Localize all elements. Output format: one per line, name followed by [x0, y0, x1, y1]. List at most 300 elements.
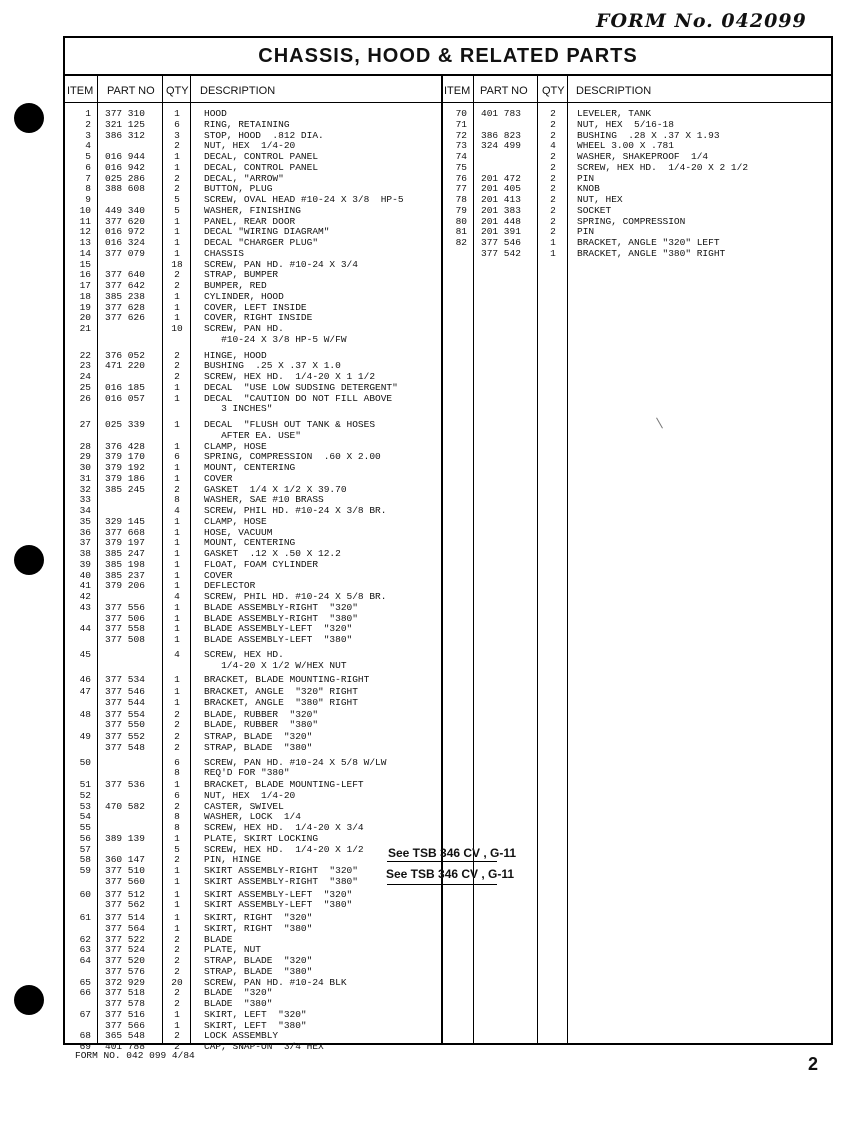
quantity: 1 [174, 151, 180, 162]
item-number: 11 [79, 215, 91, 227]
item-number: 25 [79, 381, 91, 393]
quantity: 3 [174, 129, 180, 141]
quantity: 2 [174, 800, 180, 812]
part-number: 389 139 [105, 832, 145, 844]
part-number: 377 546 [481, 237, 521, 248]
table-row [65, 473, 831, 484]
quantity: 1 [174, 601, 180, 613]
quantity: 8 [174, 822, 180, 833]
item-number: 23 [79, 360, 91, 372]
quantity: 8 [174, 494, 180, 506]
item-number: 73 [455, 140, 467, 152]
table-row [65, 779, 831, 790]
description: DECAL "WIRING DIAGRAM" [204, 226, 330, 238]
table-row [65, 130, 831, 141]
quantity: 2 [174, 360, 180, 372]
description: BUSHING .28 X .37 X 1.93 [577, 129, 720, 141]
tsb-note-left-skirts: See TSB 346 CV , G-11 [386, 867, 515, 881]
part-number: 377 558 [105, 623, 145, 635]
quantity: 4 [550, 140, 556, 152]
item-number: 81 [455, 226, 467, 238]
quantity: 5 [174, 843, 180, 855]
part-number: 377 576 [105, 965, 145, 977]
item-number: 65 [79, 976, 91, 988]
part-number: 201 391 [481, 226, 521, 238]
table-row [65, 559, 831, 570]
part-number: 377 536 [105, 779, 145, 790]
item-number: 9 [85, 194, 91, 205]
header-rule [65, 102, 831, 103]
table-row [65, 119, 831, 130]
part-number: 385 247 [105, 548, 145, 559]
description: WHEEL 3.00 X .781 [577, 140, 674, 152]
quantity: 2 [550, 129, 556, 141]
item-number: 48 [79, 708, 91, 720]
quantity: 1 [174, 623, 180, 635]
description: SCREW, HEX HD. 1/4-20 X 1/2 [204, 843, 364, 855]
description: GASKET 1/4 X 1/2 X 39.70 [204, 483, 347, 495]
quantity: 1 [174, 922, 180, 934]
item-number: 33 [79, 494, 91, 506]
quantity: 6 [174, 118, 180, 130]
header-item: ITEM [67, 85, 94, 97]
item-number: 76 [455, 172, 467, 184]
table-row [65, 811, 831, 822]
page-number: 2 [808, 1054, 819, 1074]
item-number: 32 [79, 483, 91, 495]
table-row [65, 719, 831, 730]
table-row [65, 269, 831, 280]
item-number: 27 [79, 419, 91, 430]
part-number: 016 972 [105, 226, 145, 238]
item-number: 53 [79, 800, 91, 812]
quantity: 1 [174, 696, 180, 708]
description: HOSE, VACUUM [204, 526, 273, 538]
description: SCREW, PHIL HD. #10-24 X 5/8 BR. [204, 591, 387, 602]
item-number: 12 [79, 226, 91, 238]
item-number: 19 [79, 301, 91, 313]
description: BRACKET, ANGLE "320" LEFT [577, 237, 720, 248]
quantity: 1 [174, 912, 180, 923]
description: SCREW, HEX HD. [204, 648, 284, 660]
description: WASHER, LOCK 1/4 [204, 811, 301, 823]
description: DECAL "CAUTION DO NOT FILL ABOVE [204, 392, 393, 404]
table-row [65, 494, 831, 505]
item-number: 62 [79, 933, 91, 945]
part-number: 377 550 [105, 719, 145, 731]
item-number: 42 [79, 591, 91, 602]
part-number: 201 448 [481, 215, 521, 227]
part-number: 377 546 [105, 686, 145, 697]
quantity: 1 [174, 215, 180, 227]
quantity: 1 [174, 612, 180, 624]
part-number: 385 237 [105, 569, 145, 581]
description: SCREW, PAN HD. #10-24 X 3/4 [204, 258, 358, 270]
table-row [65, 237, 831, 248]
table-row [65, 889, 831, 900]
table-row [65, 977, 831, 988]
part-number: 471 220 [105, 360, 145, 372]
description: BRACKET, ANGLE "380" RIGHT [577, 247, 726, 259]
item-number: 52 [79, 789, 91, 801]
item-number: 20 [79, 312, 91, 324]
part-number: 401 783 [481, 108, 521, 119]
part-number: 377 079 [105, 247, 145, 259]
part-number: 201 472 [481, 172, 521, 184]
table-row [65, 923, 831, 934]
quantity: 2 [550, 172, 556, 184]
table-row [65, 674, 831, 685]
table-row [65, 987, 831, 998]
part-number: 377 578 [105, 998, 145, 1009]
part-number: 377 518 [105, 987, 145, 999]
quantity: 1 [174, 108, 180, 119]
description: BUSHING .25 X .37 X 1.0 [204, 360, 341, 372]
description: MOUNT, CENTERING [204, 537, 296, 549]
item-number: 72 [455, 129, 467, 141]
description: STRAP, BLADE "380" [204, 741, 313, 753]
item-number: 71 [455, 118, 467, 130]
table-row [65, 393, 831, 404]
item-number: 40 [79, 569, 91, 581]
description: CASTER, SWIVEL [204, 800, 284, 812]
table-row [65, 591, 831, 602]
table-row [65, 767, 831, 778]
table-row [65, 151, 831, 162]
item-number: 14 [79, 247, 91, 259]
part-number: 377 626 [105, 312, 145, 324]
table-row [65, 934, 831, 945]
quantity: 1 [174, 558, 180, 570]
part-number: 385 238 [105, 290, 145, 302]
quantity: 1 [174, 301, 180, 313]
description: BRACKET, BLADE MOUNTING-LEFT [204, 779, 364, 790]
item-number: 56 [79, 832, 91, 844]
description: LOCK ASSEMBLY [204, 1030, 279, 1042]
table-row [65, 1009, 831, 1020]
item-number: 39 [79, 558, 91, 570]
item-number: 44 [79, 623, 91, 635]
description: SCREW, OVAL HEAD #10-24 X 3/8 HP-5 [204, 194, 404, 205]
item-number: 47 [79, 686, 91, 697]
item-number: 68 [79, 1030, 91, 1042]
part-number: 386 823 [481, 129, 521, 141]
item-number: 17 [79, 280, 91, 291]
description: AFTER EA. USE" [204, 429, 301, 441]
item-number: 36 [79, 526, 91, 538]
description: #10-24 X 3/8 HP-5 W/FW [204, 333, 347, 345]
item-number: 54 [79, 811, 91, 823]
quantity: 2 [174, 183, 180, 195]
part-number: 016 944 [105, 151, 145, 162]
description: COVER [204, 472, 233, 484]
table-row [65, 570, 831, 581]
description: BLADE ASSEMBLY-LEFT "320" [204, 623, 353, 635]
description: STRAP, BLADE "320" [204, 955, 313, 966]
quantity: 2 [550, 194, 556, 205]
quantity: 1 [174, 888, 180, 900]
table-row [65, 998, 831, 1009]
part-number: 388 608 [105, 183, 145, 195]
form-footer: FORM NO. 042 099 4/84 [75, 1050, 195, 1061]
description: BRACKET, BLADE MOUNTING-RIGHT [204, 674, 370, 686]
note-underline-1 [387, 861, 497, 862]
description: SCREW, HEX HD. 1/4-20 X 2 1/2 [577, 161, 749, 173]
item-number: 77 [455, 183, 467, 195]
description: PIN [577, 172, 595, 184]
description: BLADE [204, 933, 233, 945]
item-number: 58 [79, 854, 91, 866]
item-number: 60 [79, 888, 91, 900]
description: SCREW, PAN HD. #10-24 X 5/8 W/LW [204, 756, 387, 768]
description: DECAL "USE LOW SUDSING DETERGENT" [204, 381, 398, 393]
item-number: 37 [79, 537, 91, 549]
part-number: 025 339 [105, 419, 145, 430]
item-number: 78 [455, 194, 467, 205]
item-number: 31 [79, 472, 91, 484]
table-row [65, 623, 831, 634]
quantity: 2 [174, 1030, 180, 1042]
description: DEFLECTOR [204, 580, 256, 592]
punch-hole-top [14, 103, 44, 133]
table-row [65, 912, 831, 923]
part-number: 201 405 [481, 183, 521, 195]
quantity: 2 [550, 151, 556, 162]
quantity: 18 [171, 258, 183, 270]
quantity: 2 [174, 944, 180, 956]
description: CYLINDER, HOOD [204, 290, 284, 302]
table-row [65, 634, 831, 645]
table-row [65, 108, 831, 119]
part-number: 376 428 [105, 440, 145, 452]
description: NUT, HEX 1/4-20 [204, 789, 296, 801]
description: PLATE, NUT [204, 944, 262, 956]
description: FLOAT, FOAM CYLINDER [204, 558, 319, 570]
item-number: 35 [79, 515, 91, 527]
description: SKIRT, RIGHT "380" [204, 922, 313, 934]
quantity: 1 [174, 526, 180, 538]
parts-table-frame [63, 36, 833, 1052]
quantity: 1 [174, 472, 180, 484]
quantity: 2 [550, 215, 556, 227]
quantity: 1 [174, 686, 180, 697]
part-number: 377 512 [105, 888, 145, 900]
quantity: 2 [174, 269, 180, 281]
item-number: 63 [79, 944, 91, 956]
part-number: 201 383 [481, 204, 521, 216]
description: 3 INCHES" [204, 403, 273, 415]
item-number: 26 [79, 392, 91, 404]
item-number: 55 [79, 822, 91, 833]
part-number: 329 145 [105, 515, 145, 527]
item-number: 50 [79, 756, 91, 768]
part-number: 377 524 [105, 944, 145, 956]
quantity: 1 [550, 247, 556, 259]
part-number: 321 125 [105, 118, 145, 130]
quantity: 1 [550, 237, 556, 248]
header-qty-right: QTY [542, 85, 565, 97]
description: SCREW, PAN HD. [204, 323, 284, 334]
table-row [65, 580, 831, 591]
item-number: 22 [79, 349, 91, 361]
description: COVER [204, 569, 233, 581]
quantity: 1 [174, 237, 180, 248]
part-number: 379 192 [105, 462, 145, 473]
description: SKIRT ASSEMBLY-LEFT "320" [204, 888, 353, 900]
table-row [65, 801, 831, 812]
quantity: 1 [174, 290, 180, 302]
punch-hole-bottom [14, 985, 44, 1015]
part-number: 377 522 [105, 933, 145, 945]
item-number: 45 [79, 648, 91, 660]
description: DECAL, "ARROW" [204, 172, 284, 184]
quantity: 2 [174, 933, 180, 945]
description: GASKET .12 X .50 X 12.2 [204, 548, 341, 559]
part-number: 016 185 [105, 381, 145, 393]
part-number: 377 566 [105, 1019, 145, 1031]
item-number: 80 [455, 215, 467, 227]
description: SOCKET [577, 204, 612, 216]
table-row [65, 419, 831, 430]
table-row [65, 602, 831, 613]
table-row [65, 822, 831, 833]
part-number: 401 788 [105, 1041, 145, 1052]
item-number: 49 [79, 731, 91, 742]
description: PIN, HINGE [204, 854, 262, 866]
table-row [65, 430, 831, 441]
table-row [65, 966, 831, 977]
quantity: 2 [174, 349, 180, 361]
table-row [65, 833, 831, 844]
header-description: DESCRIPTION [200, 85, 276, 97]
item-number: 13 [79, 237, 91, 248]
description: PANEL, REAR DOOR [204, 215, 296, 227]
part-number: 377 642 [105, 280, 145, 291]
table-row [65, 183, 831, 194]
description: BUMPER, RED [204, 280, 267, 291]
quantity: 1 [174, 462, 180, 473]
description: CHASSIS [204, 247, 244, 259]
table-row [65, 649, 831, 660]
part-number: 377 514 [105, 912, 145, 923]
description: WASHER, FINISHING [204, 204, 301, 216]
quantity: 1 [174, 226, 180, 238]
item-number: 74 [455, 151, 467, 162]
quantity: 2 [174, 483, 180, 495]
description: RING, RETAINING [204, 118, 290, 130]
part-number: 377 560 [105, 875, 145, 887]
part-number: 376 052 [105, 349, 145, 361]
description: SKIRT ASSEMBLY-RIGHT "320" [204, 865, 358, 876]
item-number: 2 [85, 118, 91, 130]
description: PIN [577, 226, 595, 238]
part-number: 377 510 [105, 865, 145, 876]
part-number: 016 324 [105, 237, 145, 248]
header-description-right: DESCRIPTION [576, 85, 652, 97]
description: BLADE ASSEMBLY-RIGHT "320" [204, 601, 358, 613]
table-row [65, 899, 831, 910]
quantity: 2 [174, 280, 180, 291]
part-number: 379 197 [105, 537, 145, 549]
table-row [65, 403, 831, 414]
quantity: 2 [550, 118, 556, 130]
table-row [65, 194, 831, 205]
table-row [65, 248, 831, 259]
part-number: 360 147 [105, 854, 145, 866]
description: HINGE, HOOD [204, 349, 267, 361]
item-number: 24 [79, 371, 91, 382]
header-qty: QTY [166, 85, 189, 97]
quantity: 2 [174, 965, 180, 977]
description: SKIRT ASSEMBLY-LEFT "380" [204, 899, 353, 911]
item-number: 7 [85, 172, 91, 184]
part-number: 324 499 [481, 140, 521, 152]
description: DECAL, CONTROL PANEL [204, 161, 319, 173]
part-number: 372 929 [105, 976, 145, 988]
table-row [65, 291, 831, 302]
page-title: CHASSIS, HOOD & RELATED PARTS [258, 45, 638, 67]
item-number: 79 [455, 204, 467, 216]
quantity: 8 [174, 767, 180, 779]
quantity: 2 [174, 719, 180, 731]
description: 1/4-20 X 1/2 W/HEX NUT [204, 659, 347, 671]
quantity: 8 [174, 811, 180, 823]
item-number: 75 [455, 161, 467, 173]
table-row [65, 537, 831, 548]
quantity: 2 [174, 998, 180, 1009]
description: SPRING, COMPRESSION .60 X 2.00 [204, 451, 381, 463]
part-number: 377 556 [105, 601, 145, 613]
description: SCREW, HEX HD. 1/4-20 X 3/4 [204, 822, 364, 833]
description: COVER, RIGHT INSIDE [204, 312, 313, 324]
quantity: 1 [174, 247, 180, 259]
punch-hole-middle [14, 545, 44, 575]
description: SCREW, PAN HD. #10-24 BLK [204, 976, 347, 988]
part-number: 379 206 [105, 580, 145, 592]
item-number: 41 [79, 580, 91, 592]
item-number: 69 [79, 1041, 91, 1052]
table-row [65, 441, 831, 452]
table-row [65, 697, 831, 708]
item-number: 46 [79, 674, 91, 686]
table-row [65, 451, 831, 462]
table-row [65, 350, 831, 361]
quantity: 1 [174, 392, 180, 404]
part-number: 377 562 [105, 899, 145, 911]
part-number: 449 340 [105, 204, 145, 216]
table-row [65, 360, 831, 371]
quantity: 2 [174, 708, 180, 720]
table-row [65, 709, 831, 720]
part-number: 377 310 [105, 108, 145, 119]
description: CLAMP, HOSE [204, 440, 267, 452]
description: WASHER, SAE #10 BRASS [204, 494, 324, 506]
part-number: 386 312 [105, 129, 145, 141]
table-row [65, 259, 831, 270]
part-number: 016 942 [105, 161, 145, 173]
header-part-no: PART NO [107, 85, 155, 97]
table-row [65, 484, 831, 495]
description: BRACKET, ANGLE "380" RIGHT [204, 696, 358, 708]
part-number: 377 520 [105, 955, 145, 966]
quantity: 2 [550, 108, 556, 119]
part-number: 016 057 [105, 392, 145, 404]
description: WASHER, SHAKEPROOF 1/4 [577, 151, 709, 162]
description: SKIRT ASSEMBLY-RIGHT "380" [204, 875, 358, 887]
tsb-note-right-skirts: See TSB 346 CV , G-11 [388, 846, 517, 860]
quantity: 2 [550, 204, 556, 216]
quantity: 10 [171, 323, 183, 334]
